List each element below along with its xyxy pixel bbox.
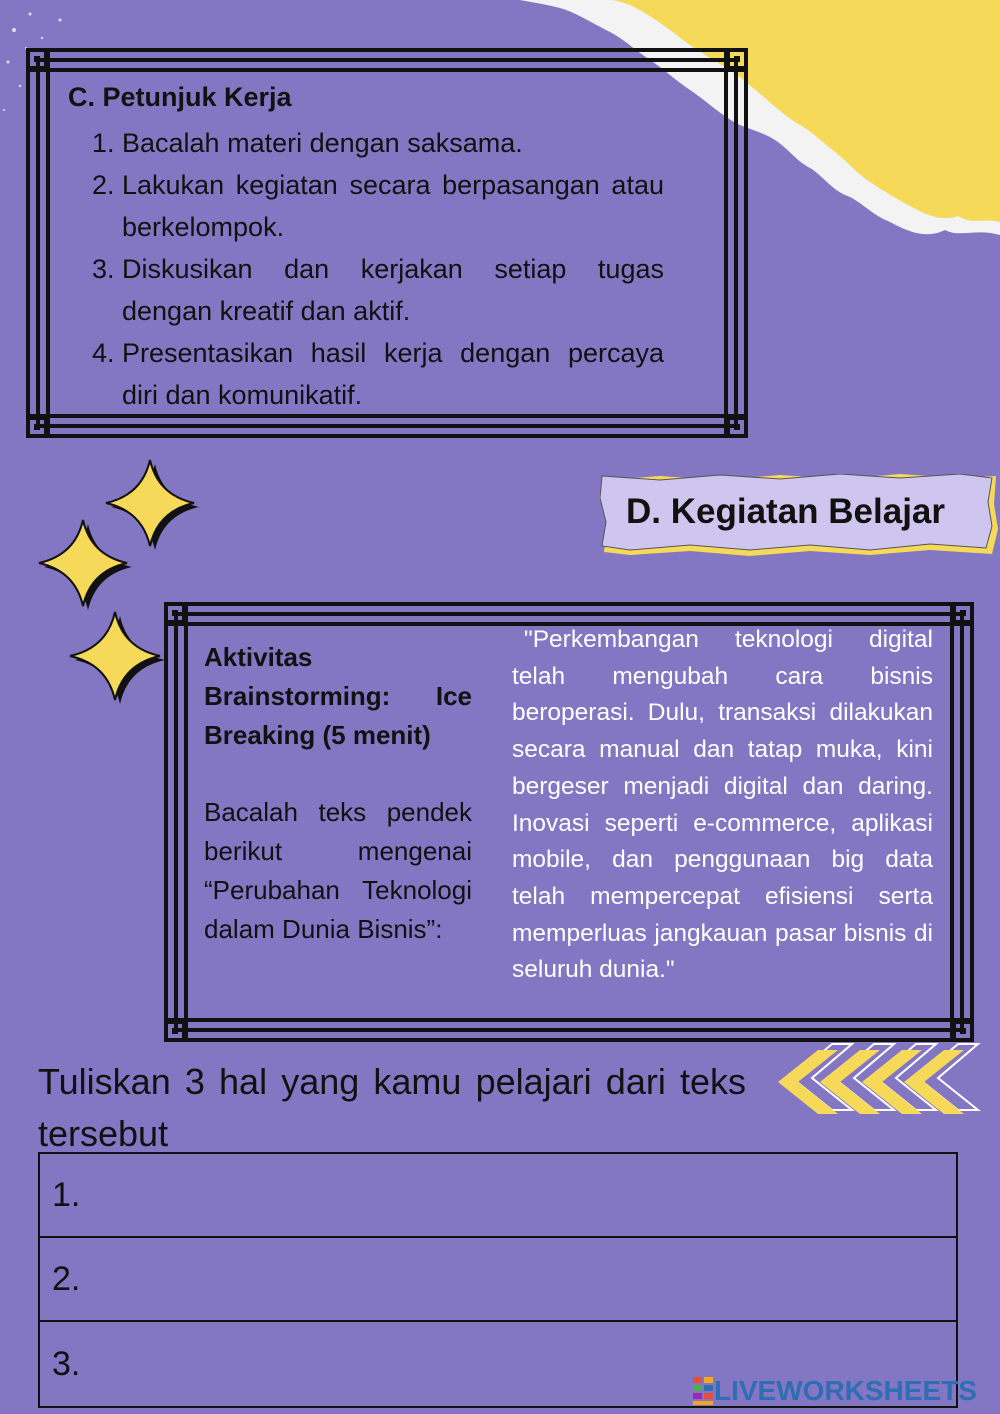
activity-title: Aktivitas Brainstorming: Ice Breaking (5 menit) [204, 642, 472, 750]
answer-number: 3. [52, 1344, 81, 1383]
section-c-title: C. Petunjuk Kerja [68, 82, 292, 112]
answer-table [38, 1152, 958, 1408]
reading-passage: "Perkembangan teknologi digital telah mengubah cara bisnis beroperasi. Dulu, transaksi dilakukan secara manual dan tatap muka, kini bergeser menjadi digital dan daring. Inovasi seperti e-commerce, aplikasi mobile, dan penggunaan big data telah mempercepat efisiensi serta memperluas jangkauan pasar bisnis di seluruh dunia." [512, 626, 933, 984]
live-blocks-icon [692, 1376, 714, 1406]
answer-input-2[interactable] [90, 1243, 956, 1315]
list-item: 4. Presentasikan hasil kerja dengan percaya diri dan komunikatif. [92, 338, 664, 410]
answer-row [40, 1238, 956, 1322]
list-item: 3. Diskusikan dan kerjakan setiap tugas dengan kreatif dan aktif. [92, 254, 664, 326]
list-item: 2. Lakukan kegiatan secara berpasangan atau berkelompok. [92, 170, 664, 242]
liveworksheets-logo[interactable] [692, 1374, 977, 1408]
list-item: 1. Bacalah materi dengan saksama. [92, 128, 523, 158]
activity-instruction: Bacalah teks pendek berikut mengenai “Perubahan Teknologi dalam Dunia Bisnis”: [204, 797, 472, 944]
task-prompt: Tuliskan 3 hal yang kamu pelajari dari teks tersebut [38, 1061, 746, 1154]
answer-number: 2. [52, 1259, 81, 1298]
answer-number: 1. [52, 1175, 81, 1214]
answer-row [40, 1154, 956, 1238]
section-d-title: D. Kegiatan Belajar [626, 492, 945, 531]
logo-text: LIVEWORKSHEETS [714, 1375, 977, 1406]
answer-input-1[interactable] [90, 1159, 956, 1231]
